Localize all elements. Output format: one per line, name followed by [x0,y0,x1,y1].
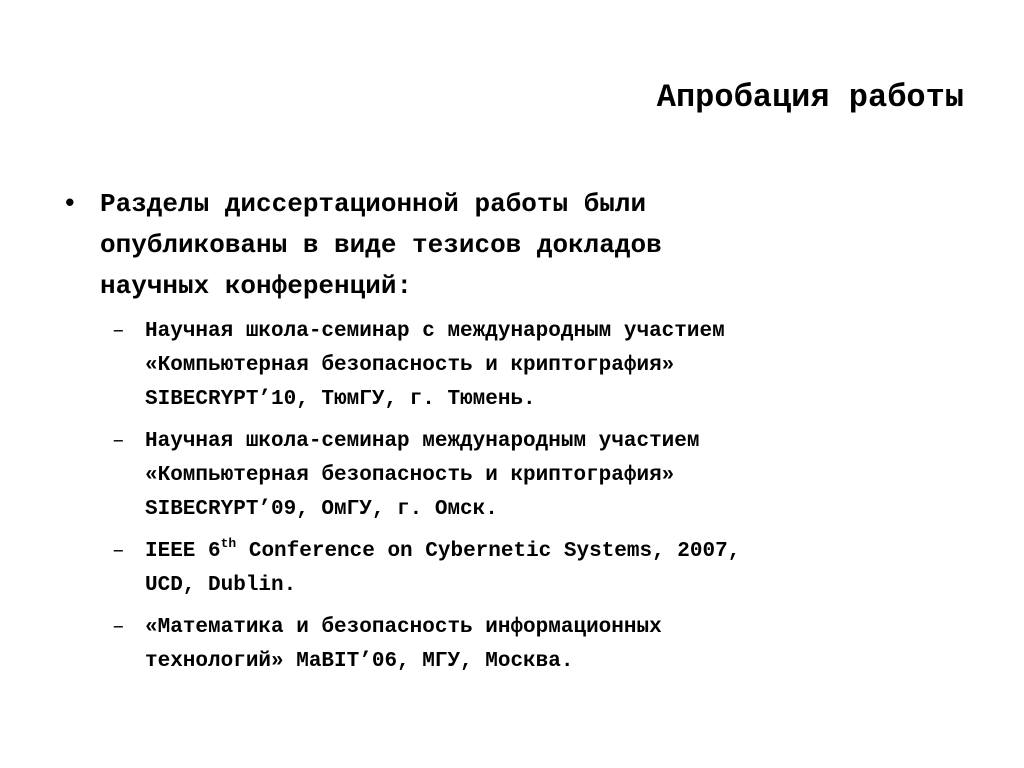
main-bullet-line: научных конференций: [100,271,413,301]
main-bullet-line: опубликованы в виде тезисов докладов [100,230,662,260]
conference-text [145,535,972,603]
conference-line [145,535,972,569]
conference-line: «Компьютерная безопасность и криптография» [145,354,675,377]
slide-title: Апробация работы [656,79,964,116]
conference-line: SIBECRYPT’10, ТюмГУ, г. Тюмень. [145,388,536,411]
subitem-marker: – [112,540,125,563]
conference-item-mabit-06 [112,611,972,679]
conference-text [145,611,972,679]
main-bullet [62,184,972,307]
conference-text-segment: IEEE 6 [145,540,221,563]
conference-line: «Компьютерная безопасность и криптография» [145,464,675,487]
conference-item-sibecrypt-10 [112,315,972,417]
conference-line: SIBECRYPT’09, ОмГУ, г. Омск. [145,498,498,521]
conference-line: технологий» MaBIT’06, МГУ, Москва. [145,650,574,673]
conference-text [145,315,972,417]
conference-list [62,315,972,679]
subitem-marker: – [112,430,125,453]
conference-item-sibecrypt-09 [112,425,972,527]
conference-item-ieee [112,535,972,603]
conference-line: «Математика и безопасность информационных [145,616,662,639]
bullet-marker: • [62,189,78,219]
subitem-marker: – [112,320,125,343]
conference-line: UCD, Dublin. [145,574,297,597]
conference-text-segment: Conference on Cybernetic Systems, 2007, [236,540,741,563]
ordinal-superscript: th [220,536,237,551]
main-bullet-text [100,184,972,307]
main-bullet-line: Разделы диссертационной работы были [100,189,647,219]
slide-content [62,184,972,687]
subitem-marker: – [112,616,125,639]
conference-line: Научная школа-семинар с международным участием [145,320,725,343]
conference-line: Научная школа-семинар международным участием [145,430,700,453]
conference-text [145,425,972,527]
